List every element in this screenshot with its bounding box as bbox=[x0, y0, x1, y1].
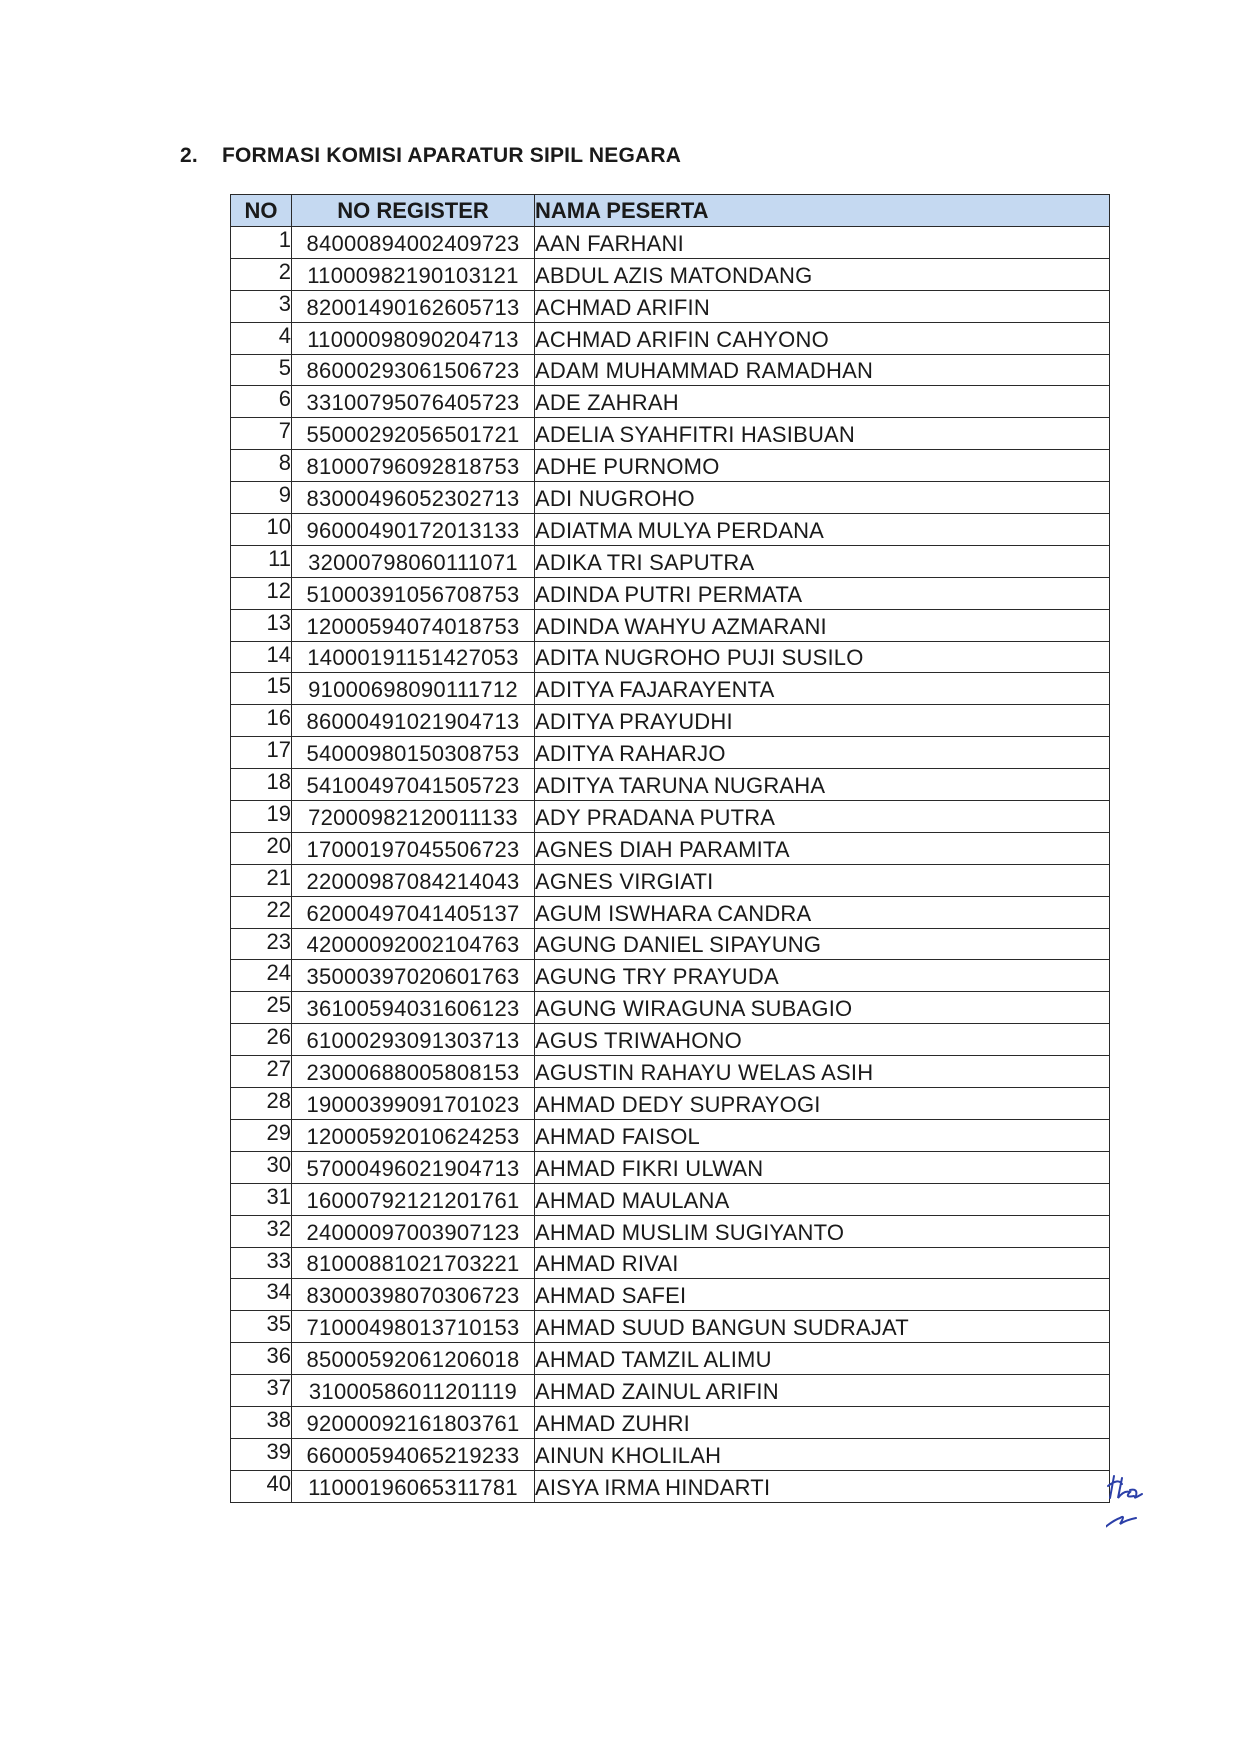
row-name: ABDUL AZIS MATONDANG bbox=[535, 258, 1110, 290]
row-name: AHMAD ZUHRI bbox=[535, 1406, 1110, 1438]
row-no: 20 bbox=[231, 832, 292, 864]
row-name: ADAM MUHAMMAD RAMADHAN bbox=[535, 354, 1110, 386]
row-register: 72000982120011133 bbox=[292, 801, 535, 833]
row-name: ACHMAD ARIFIN bbox=[535, 290, 1110, 322]
row-no: 34 bbox=[231, 1279, 292, 1311]
row-no: 30 bbox=[231, 1151, 292, 1183]
row-register: 14000191151427053 bbox=[292, 641, 535, 673]
row-name: AHMAD SUUD BANGUN SUDRAJAT bbox=[535, 1311, 1110, 1343]
row-name: AGNES VIRGIATI bbox=[535, 864, 1110, 896]
table-row bbox=[231, 1088, 1110, 1120]
row-name: AGUM ISWHARA CANDRA bbox=[535, 896, 1110, 928]
row-name: AHMAD FAISOL bbox=[535, 1119, 1110, 1151]
row-register: 66000594065219233 bbox=[292, 1438, 535, 1470]
row-no: 19 bbox=[231, 801, 292, 833]
table-row bbox=[231, 609, 1110, 641]
initials-signature bbox=[1106, 1468, 1166, 1538]
row-name: ADI NUGROHO bbox=[535, 482, 1110, 514]
row-register: 51000391056708753 bbox=[292, 577, 535, 609]
row-register: 55000292056501721 bbox=[292, 418, 535, 450]
row-register: 31000586011201119 bbox=[292, 1375, 535, 1407]
row-no: 5 bbox=[231, 354, 292, 386]
row-register: 22000987084214043 bbox=[292, 864, 535, 896]
row-no: 11 bbox=[231, 545, 292, 577]
header-no: NO bbox=[231, 195, 292, 227]
section-number: 2. bbox=[180, 144, 198, 167]
table-row bbox=[231, 1024, 1110, 1056]
row-name: AGUNG DANIEL SIPAYUNG bbox=[535, 928, 1110, 960]
table-row bbox=[231, 258, 1110, 290]
header-name: NAMA PESERTA bbox=[535, 195, 1110, 227]
row-register: 83000496052302713 bbox=[292, 482, 535, 514]
participant-table bbox=[230, 194, 1110, 1503]
row-no: 32 bbox=[231, 1215, 292, 1247]
row-no: 7 bbox=[231, 418, 292, 450]
row-no: 2 bbox=[231, 258, 292, 290]
row-register: 23000688005808153 bbox=[292, 1056, 535, 1088]
table-row bbox=[231, 737, 1110, 769]
row-no: 1 bbox=[231, 227, 292, 259]
row-name: AHMAD ZAINUL ARIFIN bbox=[535, 1375, 1110, 1407]
row-register: 12000592010624253 bbox=[292, 1119, 535, 1151]
row-no: 25 bbox=[231, 992, 292, 1024]
row-register: 54000980150308753 bbox=[292, 737, 535, 769]
row-register: 24000097003907123 bbox=[292, 1215, 535, 1247]
row-name: ADINDA PUTRI PERMATA bbox=[535, 577, 1110, 609]
row-name: ADIATMA MULYA PERDANA bbox=[535, 514, 1110, 546]
row-name: ACHMAD ARIFIN CAHYONO bbox=[535, 322, 1110, 354]
row-name: AGNES DIAH PARAMITA bbox=[535, 832, 1110, 864]
row-name: AGUNG WIRAGUNA SUBAGIO bbox=[535, 992, 1110, 1024]
row-register: 32000798060111071 bbox=[292, 545, 535, 577]
row-no: 17 bbox=[231, 737, 292, 769]
table-row bbox=[231, 322, 1110, 354]
row-register: 81000881021703221 bbox=[292, 1247, 535, 1279]
row-register: 11000196065311781 bbox=[292, 1470, 535, 1502]
table-row bbox=[231, 1119, 1110, 1151]
row-register: 35000397020601763 bbox=[292, 960, 535, 992]
row-register: 19000399091701023 bbox=[292, 1088, 535, 1120]
row-register: 71000498013710153 bbox=[292, 1311, 535, 1343]
row-no: 14 bbox=[231, 641, 292, 673]
row-register: 11000982190103121 bbox=[292, 258, 535, 290]
table-row bbox=[231, 386, 1110, 418]
table-body bbox=[231, 227, 1110, 1503]
table-row bbox=[231, 769, 1110, 801]
header-register: NO REGISTER bbox=[292, 195, 535, 227]
row-name: ADITYA RAHARJO bbox=[535, 737, 1110, 769]
row-name: AISYA IRMA HINDARTI bbox=[535, 1470, 1110, 1502]
table-row bbox=[231, 1470, 1110, 1502]
row-register: 91000698090111712 bbox=[292, 673, 535, 705]
row-name: AGUSTIN RAHAYU WELAS ASIH bbox=[535, 1056, 1110, 1088]
table-header-row bbox=[231, 195, 1110, 227]
row-register: 84000894002409723 bbox=[292, 227, 535, 259]
row-no: 10 bbox=[231, 514, 292, 546]
table-row bbox=[231, 545, 1110, 577]
row-name: AHMAD RIVAI bbox=[535, 1247, 1110, 1279]
row-register: 83000398070306723 bbox=[292, 1279, 535, 1311]
table-row bbox=[231, 1406, 1110, 1438]
row-no: 15 bbox=[231, 673, 292, 705]
row-no: 9 bbox=[231, 482, 292, 514]
table-row bbox=[231, 1375, 1110, 1407]
row-register: 33100795076405723 bbox=[292, 386, 535, 418]
row-register: 86000491021904713 bbox=[292, 705, 535, 737]
row-name: AGUS TRIWAHONO bbox=[535, 1024, 1110, 1056]
row-name: AHMAD TAMZIL ALIMU bbox=[535, 1343, 1110, 1375]
row-no: 29 bbox=[231, 1119, 292, 1151]
row-name: ADINDA WAHYU AZMARANI bbox=[535, 609, 1110, 641]
row-no: 33 bbox=[231, 1247, 292, 1279]
table-row bbox=[231, 1279, 1110, 1311]
row-name: ADITYA TARUNA NUGRAHA bbox=[535, 769, 1110, 801]
row-register: 11000098090204713 bbox=[292, 322, 535, 354]
row-no: 27 bbox=[231, 1056, 292, 1088]
row-register: 16000792121201761 bbox=[292, 1183, 535, 1215]
row-name: ADHE PURNOMO bbox=[535, 450, 1110, 482]
table-row bbox=[231, 1343, 1110, 1375]
row-register: 57000496021904713 bbox=[292, 1151, 535, 1183]
row-name: AHMAD FIKRI ULWAN bbox=[535, 1151, 1110, 1183]
row-register: 81000796092818753 bbox=[292, 450, 535, 482]
table-row bbox=[231, 801, 1110, 833]
row-no: 8 bbox=[231, 450, 292, 482]
table-row bbox=[231, 227, 1110, 259]
row-name: AHMAD DEDY SUPRAYOGI bbox=[535, 1088, 1110, 1120]
table-row bbox=[231, 418, 1110, 450]
row-name: ADITYA FAJARAYENTA bbox=[535, 673, 1110, 705]
section-title: FORMASI KOMISI APARATUR SIPIL NEGARA bbox=[222, 144, 682, 167]
row-register: 86000293061506723 bbox=[292, 354, 535, 386]
table-row bbox=[231, 482, 1110, 514]
table-row bbox=[231, 928, 1110, 960]
row-register: 12000594074018753 bbox=[292, 609, 535, 641]
row-no: 40 bbox=[231, 1470, 292, 1502]
table-row bbox=[231, 1311, 1110, 1343]
row-no: 13 bbox=[231, 609, 292, 641]
table-row bbox=[231, 1183, 1110, 1215]
row-no: 36 bbox=[231, 1343, 292, 1375]
row-no: 38 bbox=[231, 1406, 292, 1438]
row-no: 6 bbox=[231, 386, 292, 418]
row-register: 85000592061206018 bbox=[292, 1343, 535, 1375]
row-register: 96000490172013133 bbox=[292, 514, 535, 546]
row-register: 82001490162605713 bbox=[292, 290, 535, 322]
row-register: 42000092002104763 bbox=[292, 928, 535, 960]
row-name: AHMAD MAULANA bbox=[535, 1183, 1110, 1215]
row-register: 36100594031606123 bbox=[292, 992, 535, 1024]
row-register: 92000092161803761 bbox=[292, 1406, 535, 1438]
table-row bbox=[231, 864, 1110, 896]
table-row bbox=[231, 992, 1110, 1024]
row-name: ADITYA PRAYUDHI bbox=[535, 705, 1110, 737]
row-no: 4 bbox=[231, 322, 292, 354]
row-name: AHMAD MUSLIM SUGIYANTO bbox=[535, 1215, 1110, 1247]
row-register: 61000293091303713 bbox=[292, 1024, 535, 1056]
row-no: 31 bbox=[231, 1183, 292, 1215]
table-row bbox=[231, 577, 1110, 609]
row-name: ADITA NUGROHO PUJI SUSILO bbox=[535, 641, 1110, 673]
table-row bbox=[231, 1438, 1110, 1470]
row-no: 23 bbox=[231, 928, 292, 960]
row-register: 54100497041505723 bbox=[292, 769, 535, 801]
row-name: AINUN KHOLILAH bbox=[535, 1438, 1110, 1470]
table-row bbox=[231, 641, 1110, 673]
table-row bbox=[231, 1151, 1110, 1183]
table-row bbox=[231, 514, 1110, 546]
row-no: 28 bbox=[231, 1088, 292, 1120]
row-register: 62000497041405137 bbox=[292, 896, 535, 928]
table-row bbox=[231, 705, 1110, 737]
row-no: 12 bbox=[231, 577, 292, 609]
row-no: 39 bbox=[231, 1438, 292, 1470]
row-name: ADY PRADANA PUTRA bbox=[535, 801, 1110, 833]
row-no: 3 bbox=[231, 290, 292, 322]
row-name: ADE ZAHRAH bbox=[535, 386, 1110, 418]
row-name: AHMAD SAFEI bbox=[535, 1279, 1110, 1311]
row-no: 16 bbox=[231, 705, 292, 737]
table-row bbox=[231, 832, 1110, 864]
row-no: 37 bbox=[231, 1375, 292, 1407]
row-name: ADIKA TRI SAPUTRA bbox=[535, 545, 1110, 577]
table-row bbox=[231, 896, 1110, 928]
row-name: AAN FARHANI bbox=[535, 227, 1110, 259]
row-no: 35 bbox=[231, 1311, 292, 1343]
row-no: 24 bbox=[231, 960, 292, 992]
table-row bbox=[231, 290, 1110, 322]
row-register: 17000197045506723 bbox=[292, 832, 535, 864]
table-row bbox=[231, 354, 1110, 386]
row-name: ADELIA SYAHFITRI HASIBUAN bbox=[535, 418, 1110, 450]
row-no: 22 bbox=[231, 896, 292, 928]
row-name: AGUNG TRY PRAYUDA bbox=[535, 960, 1110, 992]
table-row bbox=[231, 1056, 1110, 1088]
table-row bbox=[231, 1215, 1110, 1247]
row-no: 26 bbox=[231, 1024, 292, 1056]
table-row bbox=[231, 960, 1110, 992]
row-no: 21 bbox=[231, 864, 292, 896]
handwritten-initials-icon bbox=[1106, 1468, 1166, 1538]
table-row bbox=[231, 673, 1110, 705]
section-heading bbox=[180, 144, 681, 168]
row-no: 18 bbox=[231, 769, 292, 801]
table-row bbox=[231, 1247, 1110, 1279]
table-row bbox=[231, 450, 1110, 482]
